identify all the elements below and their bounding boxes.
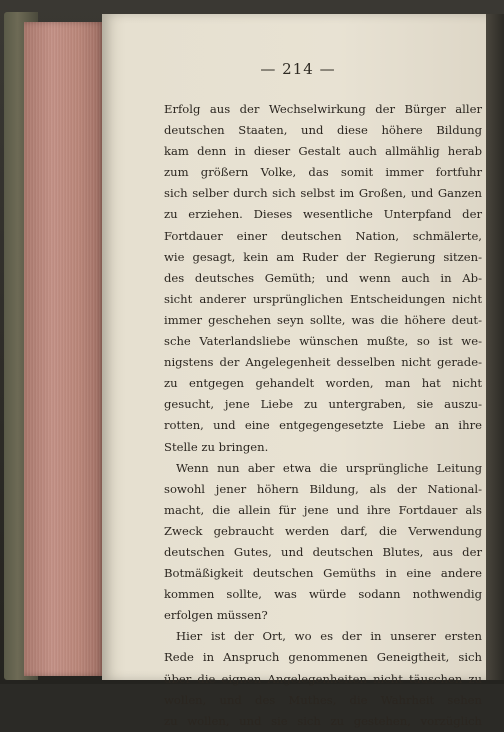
text-line: Rede in Anspruch genommenen Geneigtheit, sich (164, 650, 482, 665)
text-line: Hier ist der Ort, wo es der in unserer ersten (176, 629, 482, 644)
text-line: zu entgegen gehandelt worden, man hat nicht (164, 376, 482, 391)
text-line: rotten, und eine entgegengesetzte Liebe an ihre (164, 418, 482, 433)
text-line: wollen, und des Muthes, die Wahrheit sehen (164, 692, 482, 707)
text-line: immer geschehen seyn sollte, was die höhere deut- (164, 312, 482, 327)
text-line: Botmäßigkeit deutschen Gemüths in eine andere (164, 566, 482, 581)
book-page (102, 14, 494, 728)
text-line: des deutsches Gemüth; und wenn auch in Ab- (164, 270, 482, 285)
text-line: Wenn nun aber etwa die ursprüngliche Leitung (176, 460, 482, 475)
text-line: erfolgen müssen? (164, 608, 268, 623)
text-line: Stelle zu bringen. (164, 439, 269, 454)
right-page-edge (486, 14, 504, 680)
text-line: sicht anderer ursprünglichen Entscheidungen nicht (164, 291, 482, 306)
text-line: über die eignen Angelegenheiten nicht täuschen zu (164, 671, 482, 686)
text-line: kommen sollte, was würde sodann nothwendig (164, 587, 482, 602)
text-line: Fortdauer einer deutschen Nation, schmälerte, (164, 228, 482, 243)
text-line: zum größern Volke, das somit immer fortfuhr (164, 165, 482, 180)
text-line: deutschen Gutes, und deutschen Blutes, aus der (164, 544, 482, 559)
text-line: zu wollen, und sie sich zu gestehen, vorzüglich (164, 713, 482, 728)
body-text (164, 99, 482, 732)
text-line: sich selber durch sich selbst im Großen, und Ganzen (164, 186, 482, 201)
text-line: Erfolg aus der Wechselwirkung der Bürger aller (164, 102, 482, 116)
text-line: wie gesagt, kein am Ruder der Regierung sitzen- (164, 249, 482, 264)
page-edges (24, 22, 104, 676)
text-line: sowohl jener höhern Bildung, als der National- (164, 481, 482, 496)
text-line: Zweck gebraucht werden darf, die Verwendung (164, 523, 482, 538)
text-line: nigstens der Angelegenheit desselben nicht gerade- (164, 355, 482, 370)
page-number: — 214 — (260, 60, 336, 78)
text-line: zu erziehen. Dieses wesentliche Unterpfand der (164, 207, 482, 222)
text-line: macht, die allein für jene und ihre Fortdauer als (164, 502, 482, 517)
text-line: gesucht, jene Liebe zu untergraben, sie auszu- (164, 397, 482, 412)
text-line: sche Vaterlandsliebe wünschen mußte, so ist we- (164, 334, 482, 349)
text-line: kam denn in dieser Gestalt auch allmählig herab (164, 144, 482, 159)
text-line: deutschen Staaten, und diese höhere Bildung (164, 123, 482, 138)
